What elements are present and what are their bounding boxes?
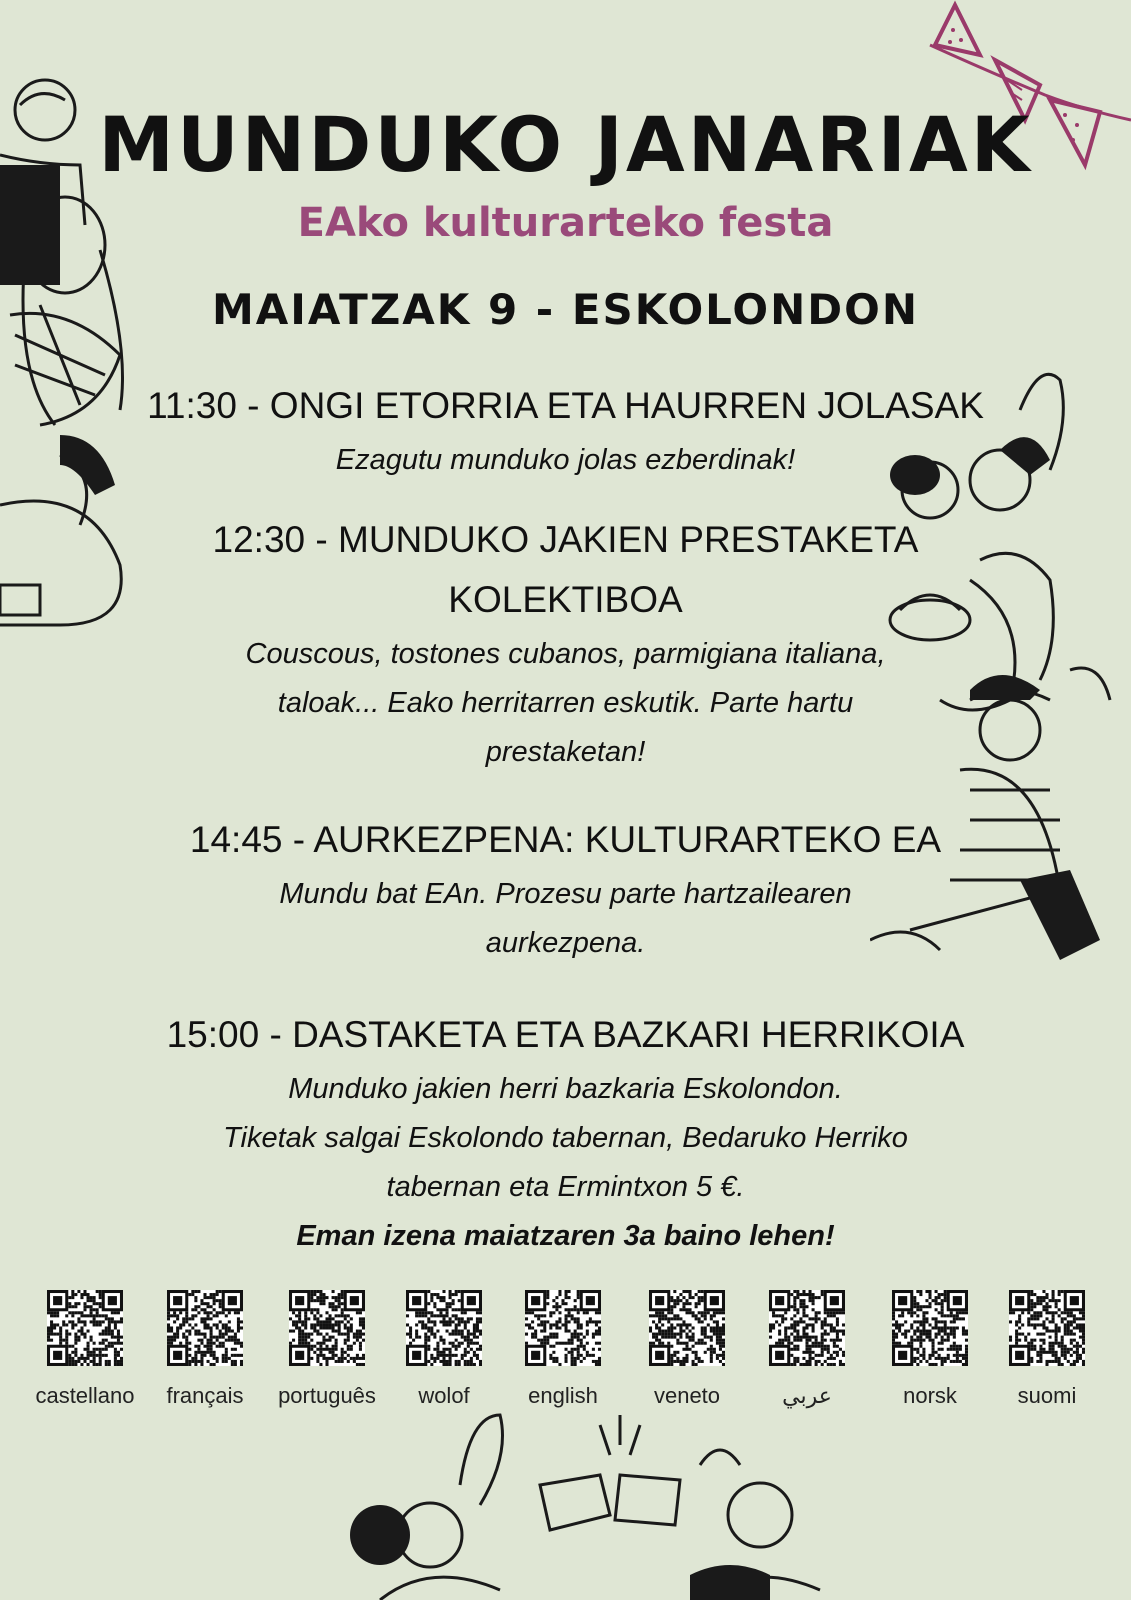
qr-code-6-icon[interactable] [769,1290,845,1366]
qr-code-0-icon[interactable] [47,1290,123,1366]
event-block-1 [0,376,1131,485]
event-description: Ezagutu munduko jolas ezberdinak! [335,444,796,476]
event-title: KOLEKTIBOA [448,579,683,620]
qr-language-label: عربي [782,1383,832,1408]
event-description: Mundu bat EAn. Prozesu parte hartzailearen [279,878,852,910]
page-subtitle: EAko kulturarteko festa [297,200,834,246]
event-block-2 [0,510,1131,777]
qr-language-label: castellano [35,1383,135,1408]
event-block-4 [0,1005,1131,1261]
qr-code-2-icon[interactable] [289,1290,365,1366]
registration-note: Eman izena maiatzaren 3a baino lehen! [296,1220,835,1252]
qr-code-8-icon[interactable] [1009,1290,1085,1366]
qr-code-3-icon[interactable] [406,1290,482,1366]
event-description: tabernan eta Ermintxon 5 €. [386,1171,745,1203]
qr-code-5-icon[interactable] [649,1290,725,1366]
people-illustration-bottom-icon [320,1405,840,1600]
qr-code-4-icon[interactable] [525,1290,601,1366]
qr-language-label: english [528,1383,598,1408]
event-description: Tiketak salgai Eskolondo tabernan, Bedaruko Herriko [223,1122,908,1154]
qr-language-label: suomi [1017,1383,1077,1408]
event-title: 12:30 - MUNDUKO JAKIEN PRESTAKETA [212,519,919,560]
qr-language-label: français [166,1383,244,1408]
event-description: prestaketan! [485,736,646,768]
page-title: MUNDUKO JANARIAK [98,100,1033,189]
event-title: 14:45 - AURKEZPENA: KULTURARTEKO EA [189,819,942,860]
qr-language-label: veneto [653,1383,721,1408]
event-description: aurkezpena. [485,927,646,959]
event-title: 15:00 - DASTAKETA ETA BAZKARI HERRIKOIA [166,1014,965,1055]
event-description: Munduko jakien herri bazkaria Eskolondon. [288,1073,843,1105]
qr-language-label: português [278,1383,376,1408]
qr-language-label: norsk [903,1383,957,1408]
event-description: taloak... Eako herritarren eskutik. Parte hartu [277,687,854,719]
event-block-3 [0,810,1131,968]
qr-code-1-icon[interactable] [167,1290,243,1366]
qr-language-label: wolof [418,1383,470,1408]
event-title: 11:30 - ONGI ETORRIA ETA HAURREN JOLASAK [147,385,984,426]
event-date-place: MAIATZAK 9 - ESKOLONDON [212,285,919,334]
event-description: Couscous, tostones cubanos, parmigiana italiana, [245,638,886,670]
qr-code-7-icon[interactable] [892,1290,968,1366]
